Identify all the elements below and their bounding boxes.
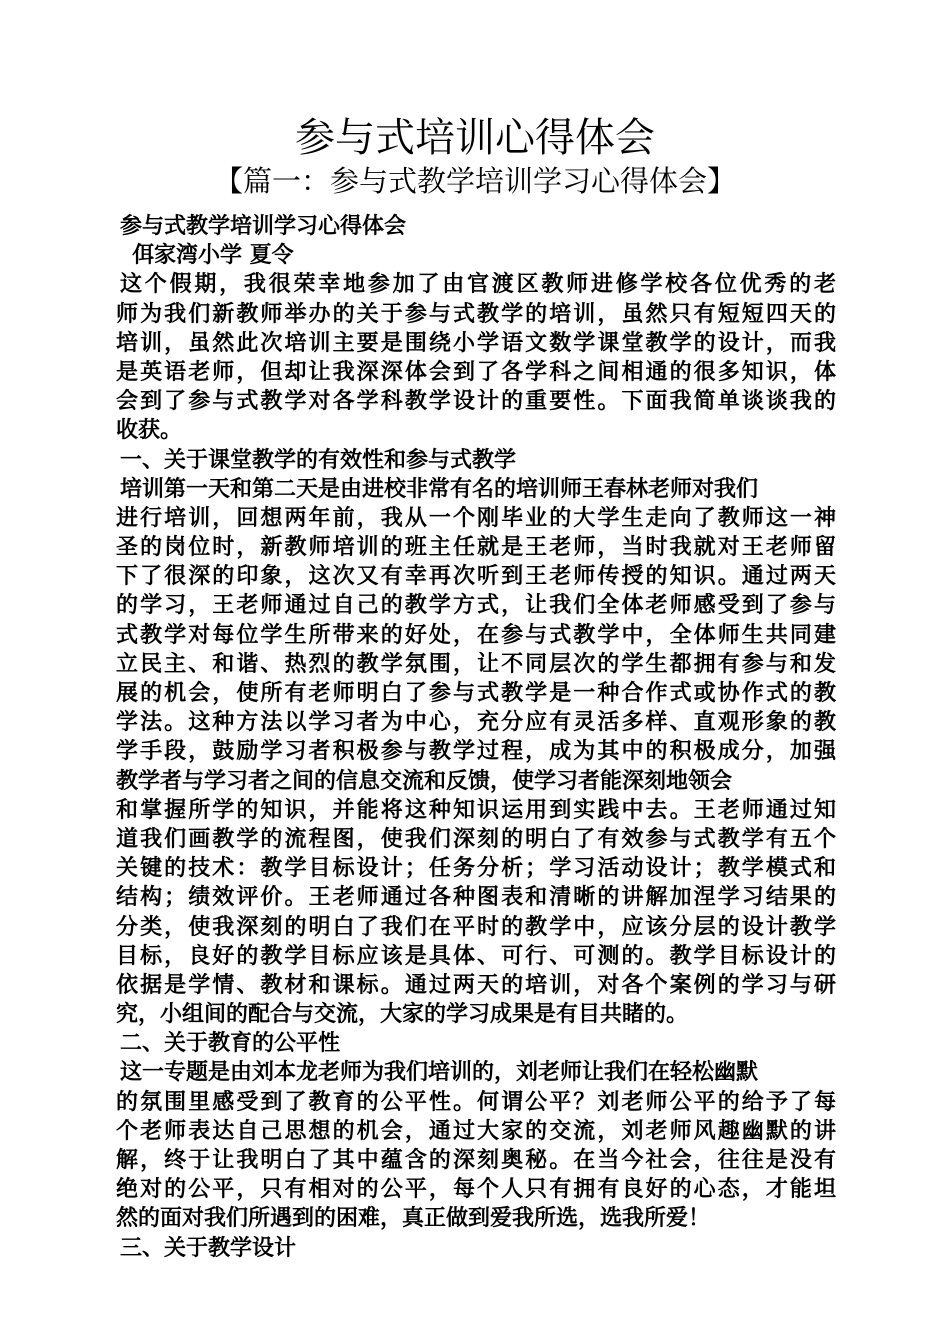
text-line: 分类，使我深刻的明白了我们在平时的教学中，应该分层的设计教学 xyxy=(116,914,836,940)
text-line: 绝对的公平，只有相对的公平，每个人只有拥有良好的心态，才能坦 xyxy=(116,1177,836,1203)
text-line: 的学习，王老师通过自己的教学方式，让我们全体老师感受到了参与 xyxy=(116,593,836,619)
text-line: 下了很深的印象，这次又有幸再次听到王老师传授的知识。通过两天 xyxy=(116,564,836,590)
text-line: 然的面对我们所遇到的困难，真正做到爱我所选，选我所爱！ xyxy=(116,1206,711,1232)
document-body xyxy=(116,212,836,1263)
text-line: 道我们画教学的流程图，使我们深刻的明白了有效参与式教学有五个 xyxy=(116,826,836,852)
text-line: 这个假期，我很荣幸地参加了由官渡区教师进修学校各位优秀的老 xyxy=(120,272,836,298)
text-line: 培训，虽然此次培训主要是围绕小学语文数学课堂教学的设计，而我 xyxy=(116,330,836,356)
text-line: 佴家湾小学 夏令 xyxy=(132,243,294,269)
text-line: 一、关于课堂教学的有效性和参与式教学 xyxy=(120,447,517,473)
text-line: 教学者与学习者之间的信息交流和反馈，使学习者能深刻地领会 xyxy=(116,768,733,794)
text-line: 三、关于教学设计 xyxy=(120,1235,297,1261)
text-line: 究，小组间的配合与交流，大家的学习成果是有目共睹的。 xyxy=(116,1002,689,1028)
text-line: 依据是学情、教材和课标。通过两天的培训，对各个案例的学习与研 xyxy=(116,972,836,998)
text-line: 培训第一天和第二天是由进校非常有名的培训师王春林老师对我们 xyxy=(120,476,759,502)
text-line: 个老师表达自己思想的机会，通过大家的交流，刘老师风趣幽默的讲 xyxy=(116,1118,836,1144)
text-line: 关键的技术：教学目标设计；任务分析；学习活动设计；教学模式和 xyxy=(116,856,836,882)
text-line: 展的机会，使所有老师明白了参与式教学是一种合作式或协作式的教 xyxy=(116,681,836,706)
text-line: 这一专题是由刘本龙老师为我们培训的，刘老师让我们在轻松幽默 xyxy=(120,1060,759,1086)
text-line: 参与式教学培训学习心得体会 xyxy=(120,214,407,239)
text-line: 的氛围里感受到了教育的公平性。何谓公平？刘老师公平的给予了每 xyxy=(116,1089,836,1115)
text-line: 解，终于让我明白了其中蕴含的深刻奥秘。在当今社会，往往是没有 xyxy=(116,1148,836,1173)
text-line: 圣的岗位时，新教师培训的班主任就是王老师，当时我就对王老师留 xyxy=(116,535,836,561)
text-line: 是英语老师，但却让我深深体会到了各学科之间相通的很多知识，体 xyxy=(116,359,836,385)
text-line: 会到了参与式教学对各学科教学设计的重要性。下面我简单谈谈我的 xyxy=(116,389,836,415)
text-line: 目标，良好的教学目标应该是具体、可行、可测的。教学目标设计的 xyxy=(116,943,836,969)
text-line: 师为我们新教师举办的关于参与式教学的培训，虽然只有短短四天的 xyxy=(116,301,836,327)
text-line: 二、关于教育的公平性 xyxy=(120,1031,341,1057)
text-line: 学法。这种方法以学习者为中心，充分应有灵活多样、直观形象的教 xyxy=(116,710,836,736)
text-line: 和掌握所学的知识，并能将这种知识运用到实践中去。王老师通过知 xyxy=(116,797,836,823)
text-line: 进行培训，回想两年前，我从一个刚毕业的大学生走向了教师这一神 xyxy=(116,505,836,531)
text-line: 收获。 xyxy=(116,418,183,444)
document-subtitle: 【篇一：参与式教学培训学习心得体会】 xyxy=(213,164,736,198)
text-line: 结构；绩效评价。王老师通过各种图表和清晰的讲解加涅学习结果的 xyxy=(116,885,836,911)
text-line: 学手段，鼓励学习者积极参与教学过程，成为其中的积极成分，加强 xyxy=(116,739,836,765)
text-line: 式教学对每位学生所带来的好处，在参与式教学中，全体师生共同建 xyxy=(116,622,836,648)
document-title: 参与式培训心得体会 xyxy=(295,115,655,161)
text-line: 立民主、和谐、热烈的教学氛围，让不同层次的学生都拥有参与和发 xyxy=(116,651,836,677)
